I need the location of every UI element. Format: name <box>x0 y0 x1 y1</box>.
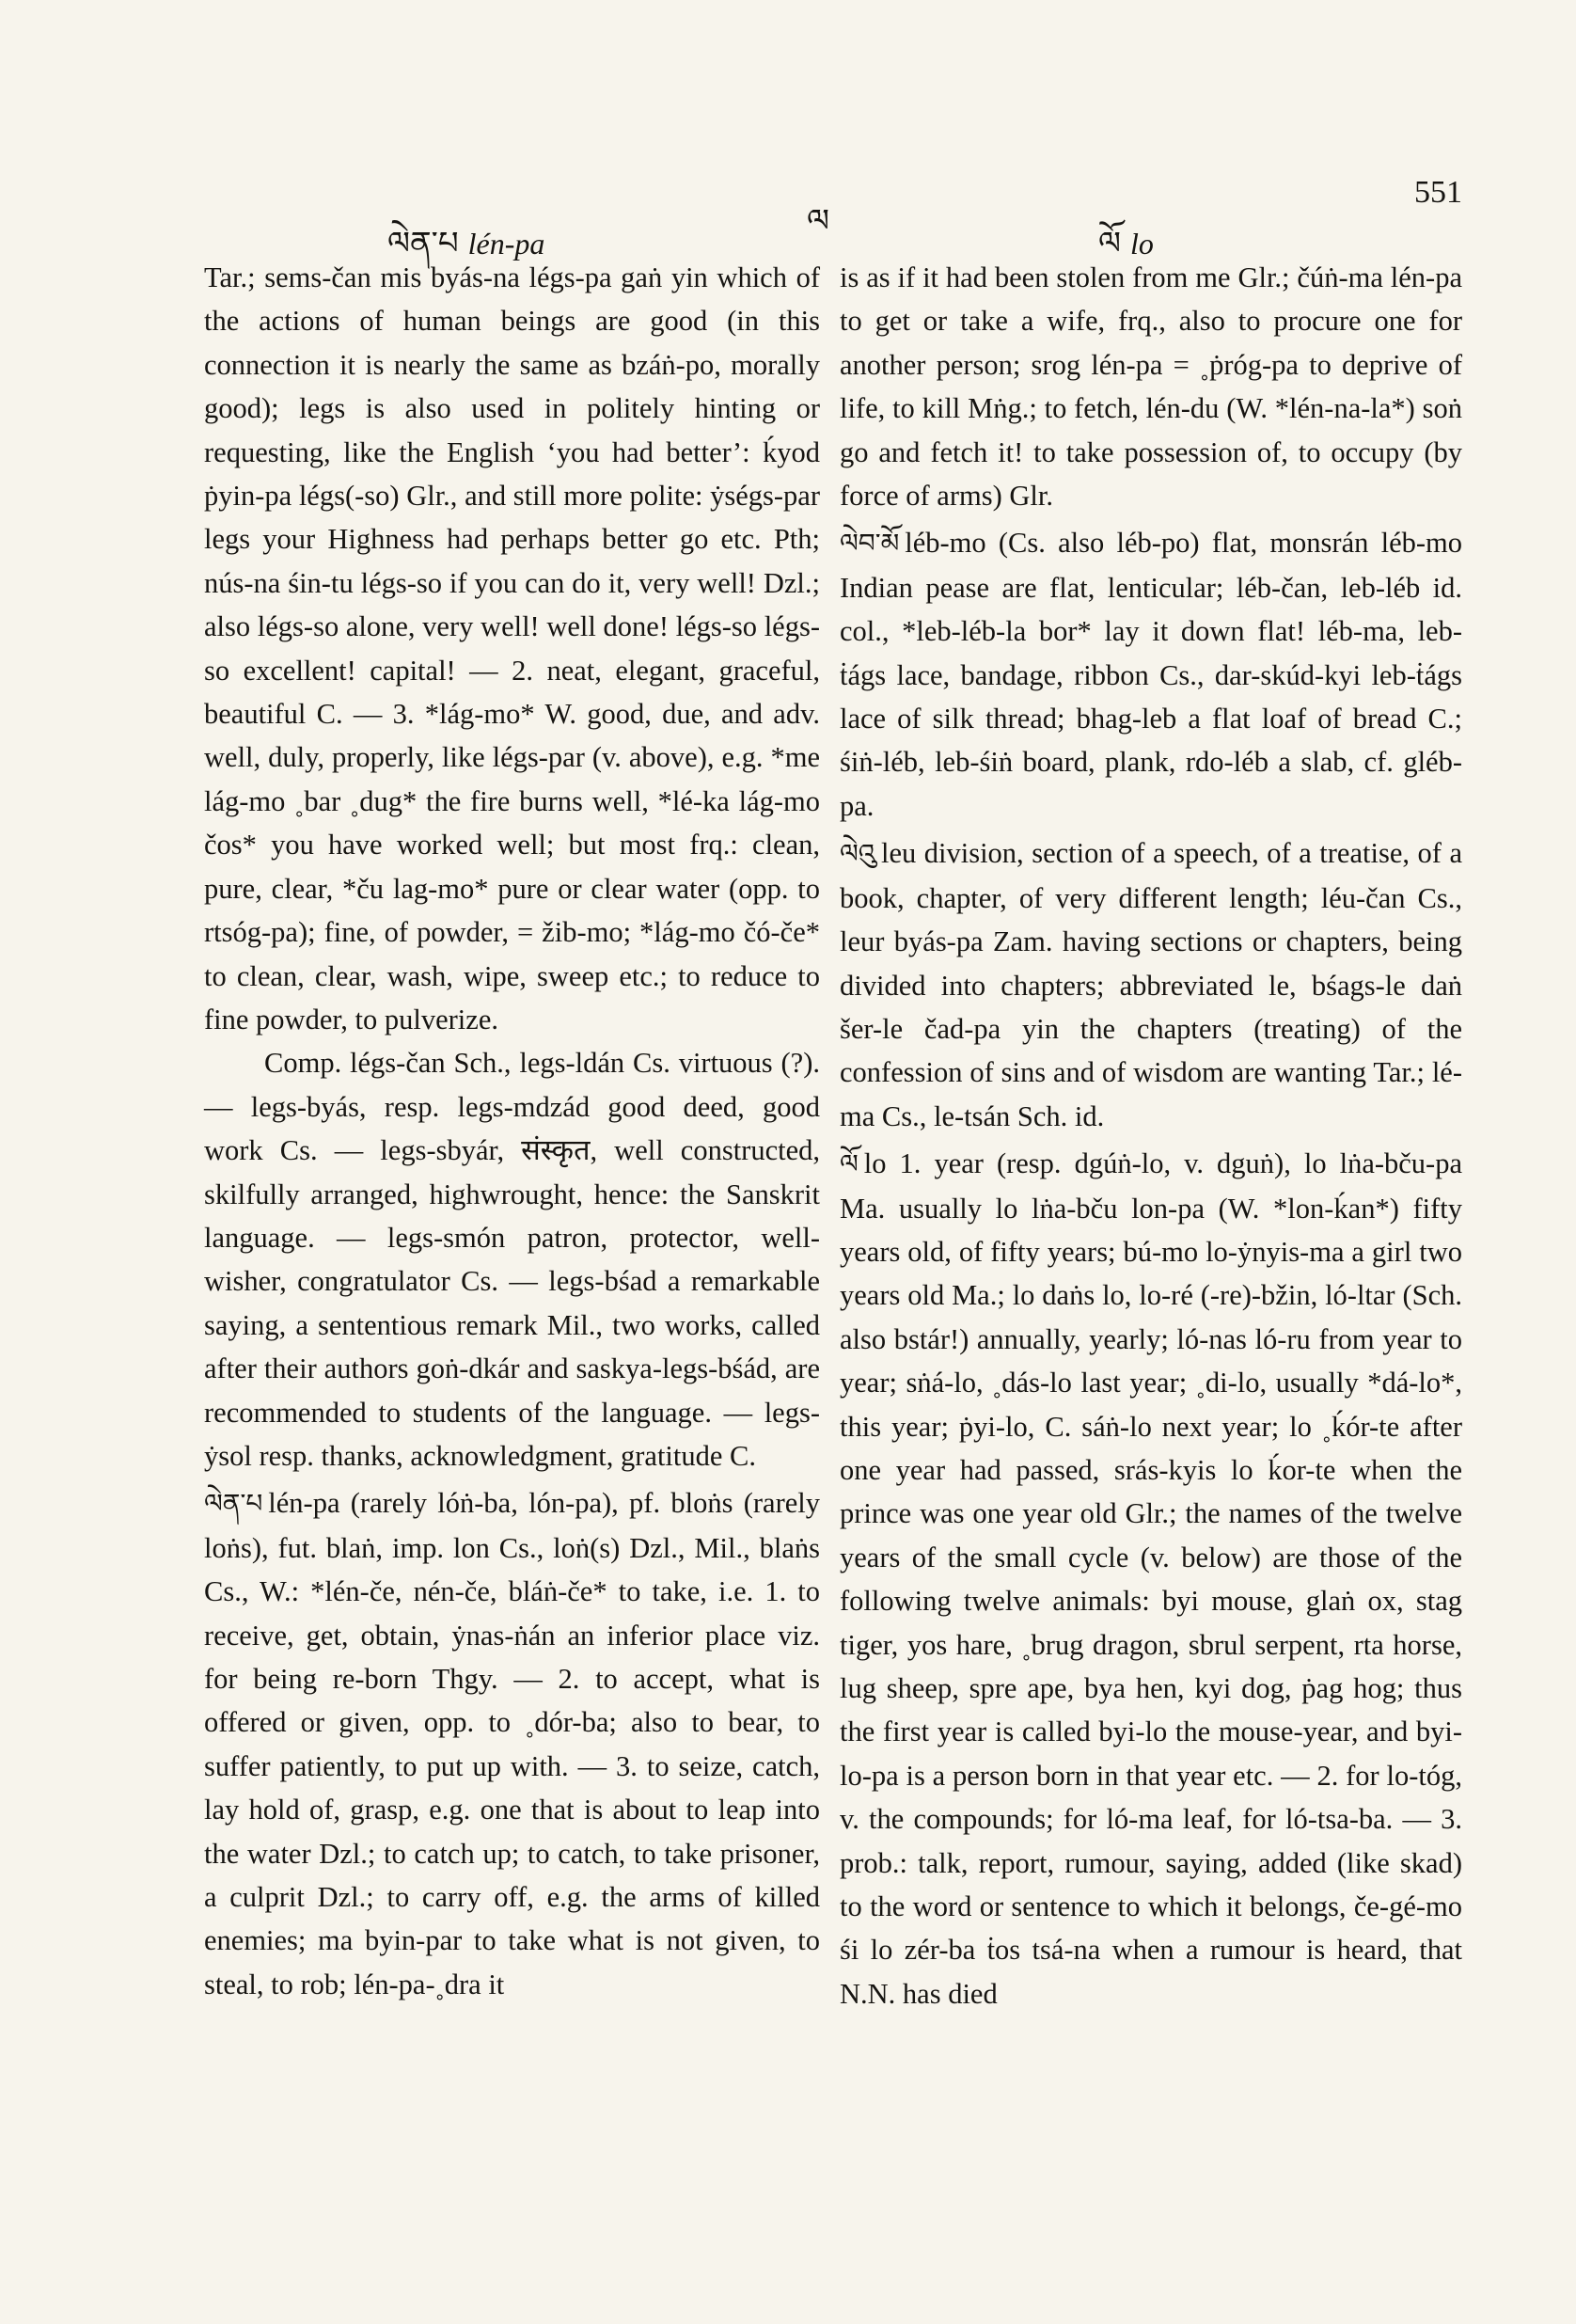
headword-tibetan: ལེབ་མོ <box>840 528 900 560</box>
headword-tibetan: ལོ <box>840 1148 859 1180</box>
headword-tibetan: ལེན་པ <box>204 1488 263 1520</box>
entry-continuation: is as if it had been stolen from me Glr.; čúṅ-ma lén-pa to get or take a wife, frq., also to procure one for another person; srog lén-pa = ˳ṗróg-pa to deprive of life, to kill Mṅg.; to fetch, lén-du (W. *lén-na-la*) soṅ go and fetch it! to take possession of, to occupy (by force of arms) Glr. <box>840 261 1462 513</box>
running-head-left-tibetan: ལེན་པ <box>387 225 459 262</box>
entry-text: leu division, section of a speech, of a treatise, of a book, chapter, of very different length; léu-čan Cs., leur byás-pa Zam. having sections or chapters, being divided into chapters; abbreviated le, bśags-le daṅ šer-le čad-pa yin the chapters (treating) of the confession of sins and of wisdom are wanting Tar.; lé-ma Cs., le-tsán Sch. id. <box>840 837 1462 1132</box>
entry-leu <box>840 831 1462 1138</box>
entry-text: lén-pa (rarely lóṅ-ba, lón-pa), pf. bloṅs (rarely loṅs), fut. blaṅ, imp. lon Cs., loṅ(s) Dzl., Mil., blaṅs Cs., W.: *lén-če, nén-če, bláṅ-če* to take, i.e. 1. to receive, get, obtain, ẏnas-ṅán an inferior place viz. for being re-born Thgy. — 2. to accept, what is offered or given, opp. to ˳dór-ba; also to bear, to suffer patiently, to put up with. — 3. to seize, catch, lay hold of, grasp, e.g. one that is about to leap into the water Dzl.; to catch up; to catch, to take prisoner, a culprit Dzl.; to carry off, e.g. the arms of killed enemies; ma byin-par to take what is not given, to steal, to rob; lén-pa-˳dra it <box>204 1487 820 2000</box>
right-column <box>840 256 1462 2016</box>
left-column <box>204 256 820 2006</box>
headword-tibetan: ལེའུ <box>840 838 875 870</box>
running-head-right-latin: lo <box>1130 227 1154 261</box>
running-head-right-tibetan: ལོ <box>1098 225 1122 262</box>
entry-continuation: Tar.; sems-čan mis byás-na légs-pa gaṅ yin which of the actions of human beings are good (in this connection it is nearly the same as bzáṅ-po, morally good); legs is also used in politely hinting or requesting, like the English ‘you had better’: ḱyod ṗyin-pa légs(-so) Glr., and still more polite: ẏségs-par legs your Highness had perhaps better go etc. Pth; nús-na śin-tu légs-so if you can do it, very well! Dzl.; also légs-so alone, very well! well done! légs-so légs-so excellent! capital! — 2. neat, elegant, graceful, beautiful C. — 3. *lág-mo* W. good, due, and adv. well, duly, properly, like légs-par (v. above), e.g. *me lág-mo ˳bar ˳dug* the fire burns well, *lé-ka lág-mo čos* you have worked well; but most frq.: clean, pure, clear, *ču lag-mo* pure or clear water (opp. to rtsóg-pa); fine, of powder, = žib-mo; *lág-mo čó-če* to clean, clear, wash, wipe, sweep etc.; to reduce to fine powder, to pulverize. <box>204 261 820 1036</box>
page-number: 551 <box>1414 175 1462 210</box>
running-head-center-tibetan: ལ <box>807 202 830 240</box>
running-head-left-latin: lén-pa <box>467 227 545 261</box>
entry-len-pa <box>204 1481 820 2006</box>
entry-lo <box>840 1142 1462 2016</box>
entry-leb-mo <box>840 521 1462 828</box>
compounds-paragraph: Comp. légs-čan Sch., legs-ldán Cs. virtuous (?). — legs-byás, resp. legs-mdzád good deed, good work Cs. — legs-sbyár, संस्कृत, well constructed, skilfully arranged, highwrought, hence: the Sanskrit language. — legs-smón patron, protector, well-wisher, congratulator Cs. — legs-bśad a remarkable saying, a sententious remark Mil., two works, called after their authors goṅ-dkár and saskya-legs-bśád, are recommended to students of the language. — legs-ẏsol resp. thanks, acknowledgment, gratitude C. <box>204 1047 820 1472</box>
entry-text: lo 1. year (resp. dgúṅ-lo, v. dguṅ), lo lṅa-bču-pa Ma. usually lo lṅa-bču lon-pa (W. *lon-ḱan*) fifty years old, of fifty years; bú-mo lo-ẏnyis-ma a girl two years old Ma.; lo daṅs lo, lo-ré (-re)-bžin, ló-ltar (Sch. also bstár!) annually, yearly; ló-nas ló-ru from year to year; sṅá-lo, ˳dás-lo last year; ˳di-lo, usually *dá-lo*, this year; ṗyi-lo, C. sáṅ-lo next year; lo ˳ḱór-te after one year had passed, srás-kyis lo ḱor-te when the prince was one year old Glr.; the names of the twelve years of the small cycle (v. below) are those of the following twelve animals: byi mouse, glaṅ ox, stag tiger, yos hare, ˳brug dragon, sbrul serpent, rta horse, lug sheep, spre ape, bya hen, kyi dog, ṗag hog; thus the first year is called byi-lo the mouse-year, and byi-lo-pa is a person born in that year etc. — 2. for lo-tóg, v. the compounds; for ló-ma leaf, for ló-tsa-ba. — 3. prob.: talk, report, rumour, saying, added (like skad) to the word or sentence to which it belongs, če-gé-mo śi lo zér-ba ṫos tsá-na when a rumour is heard, that N.N. has died <box>840 1147 1462 2010</box>
entry-text: léb-mo (Cs. also léb-po) flat, monsrán léb-mo Indian pease are flat, lenticular; léb-čan, leb-léb id. col., *leb-léb-la bor* lay it down flat! léb-ma, leb-ṫágs lace, bandage, ribbon Cs., dar-skúd-kyi leb-ṫágs lace of silk thread; bhag-leb a flat loaf of bread C.; śiṅ-léb, leb-śiṅ board, plank, rdo-léb a slab, cf. gléb-pa. <box>840 527 1462 822</box>
